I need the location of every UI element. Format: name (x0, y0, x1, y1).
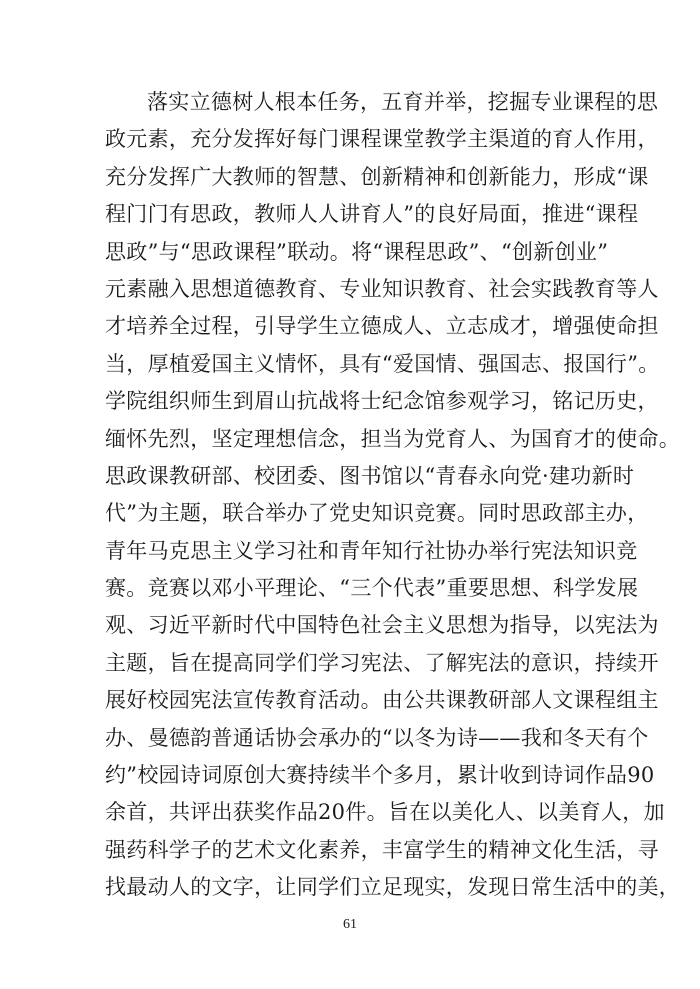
text-line: 强药科学子的艺术文化素养，丰富学生的精神文化生活，寻 (105, 837, 659, 862)
text-line: 政元素，充分发挥好每门课程课堂教学主渠道的育人作用， (105, 127, 659, 152)
text-line: 赛。竞赛以邓小平理论、“三个代表”重要思想、科学发展 (105, 576, 639, 601)
text-line: 学院组织师生到眉山抗战将士纪念馆参观学习，铭记历史， (105, 389, 659, 414)
text-line: 青年马克思主义学习社和青年知行社协办举行宪法知识竞 (105, 538, 638, 563)
text-line: 落实立德树人根本任务，五育并举，挖掘专业课程的思 (147, 90, 659, 114)
text-line: 当，厚植爱国主义情怀，具有“爱国情、强国志、报国行”。 (105, 351, 660, 376)
body-paragraph (105, 84, 681, 907)
text-line: 展好校园宪法宣传教育活动。由公共课教研部人文课程组主 (105, 688, 659, 713)
text-line: 充分发挥广大教师的智慧、创新精神和创新能力，形成“课 (105, 164, 649, 189)
text-line: 才培养全过程，引导学生立德成人、立志成才，增强使命担 (105, 314, 659, 339)
text-line: 约”校园诗词原创大赛持续半个多月，累计收到诗词作品90 (105, 763, 655, 788)
text-line: 缅怀先烈，坚定理想信念，担当为党育人、为国育才的使命。 (105, 426, 681, 451)
text-line: 观、习近平新时代中国特色社会主义思想为指导，以宪法为 (105, 613, 659, 638)
text-line: 元素融入思想道德教育、专业知识教育、社会实践教育等人 (105, 276, 659, 301)
text-line: 程门门有思政，教师人人讲育人”的良好局面，推进“课程 (105, 202, 639, 227)
text-line: 思政课教研部、校团委、图书馆以“青春永向党·建功新时 (105, 463, 635, 488)
text-line: 代”为主题，联合举办了党史知识竞赛。同时思政部主办， (105, 501, 649, 526)
text-line: 思政”与“思政课程”联动。将“课程思政”、“创新创业” (105, 239, 609, 264)
text-line: 找最动人的文字，让同学们立足现实，发现日常生活中的美， (105, 875, 681, 900)
text-line: 余首，共评出获奖作品20件。旨在以美化人、以美育人，加 (105, 800, 665, 825)
page-number: 61 (343, 917, 357, 932)
text-line: 主题，旨在提高同学们学习宪法、了解宪法的意识，持续开 (105, 650, 659, 675)
text-line: 办、曼德韵普通话协会承办的“以冬为诗——我和冬天有个 (105, 725, 649, 750)
